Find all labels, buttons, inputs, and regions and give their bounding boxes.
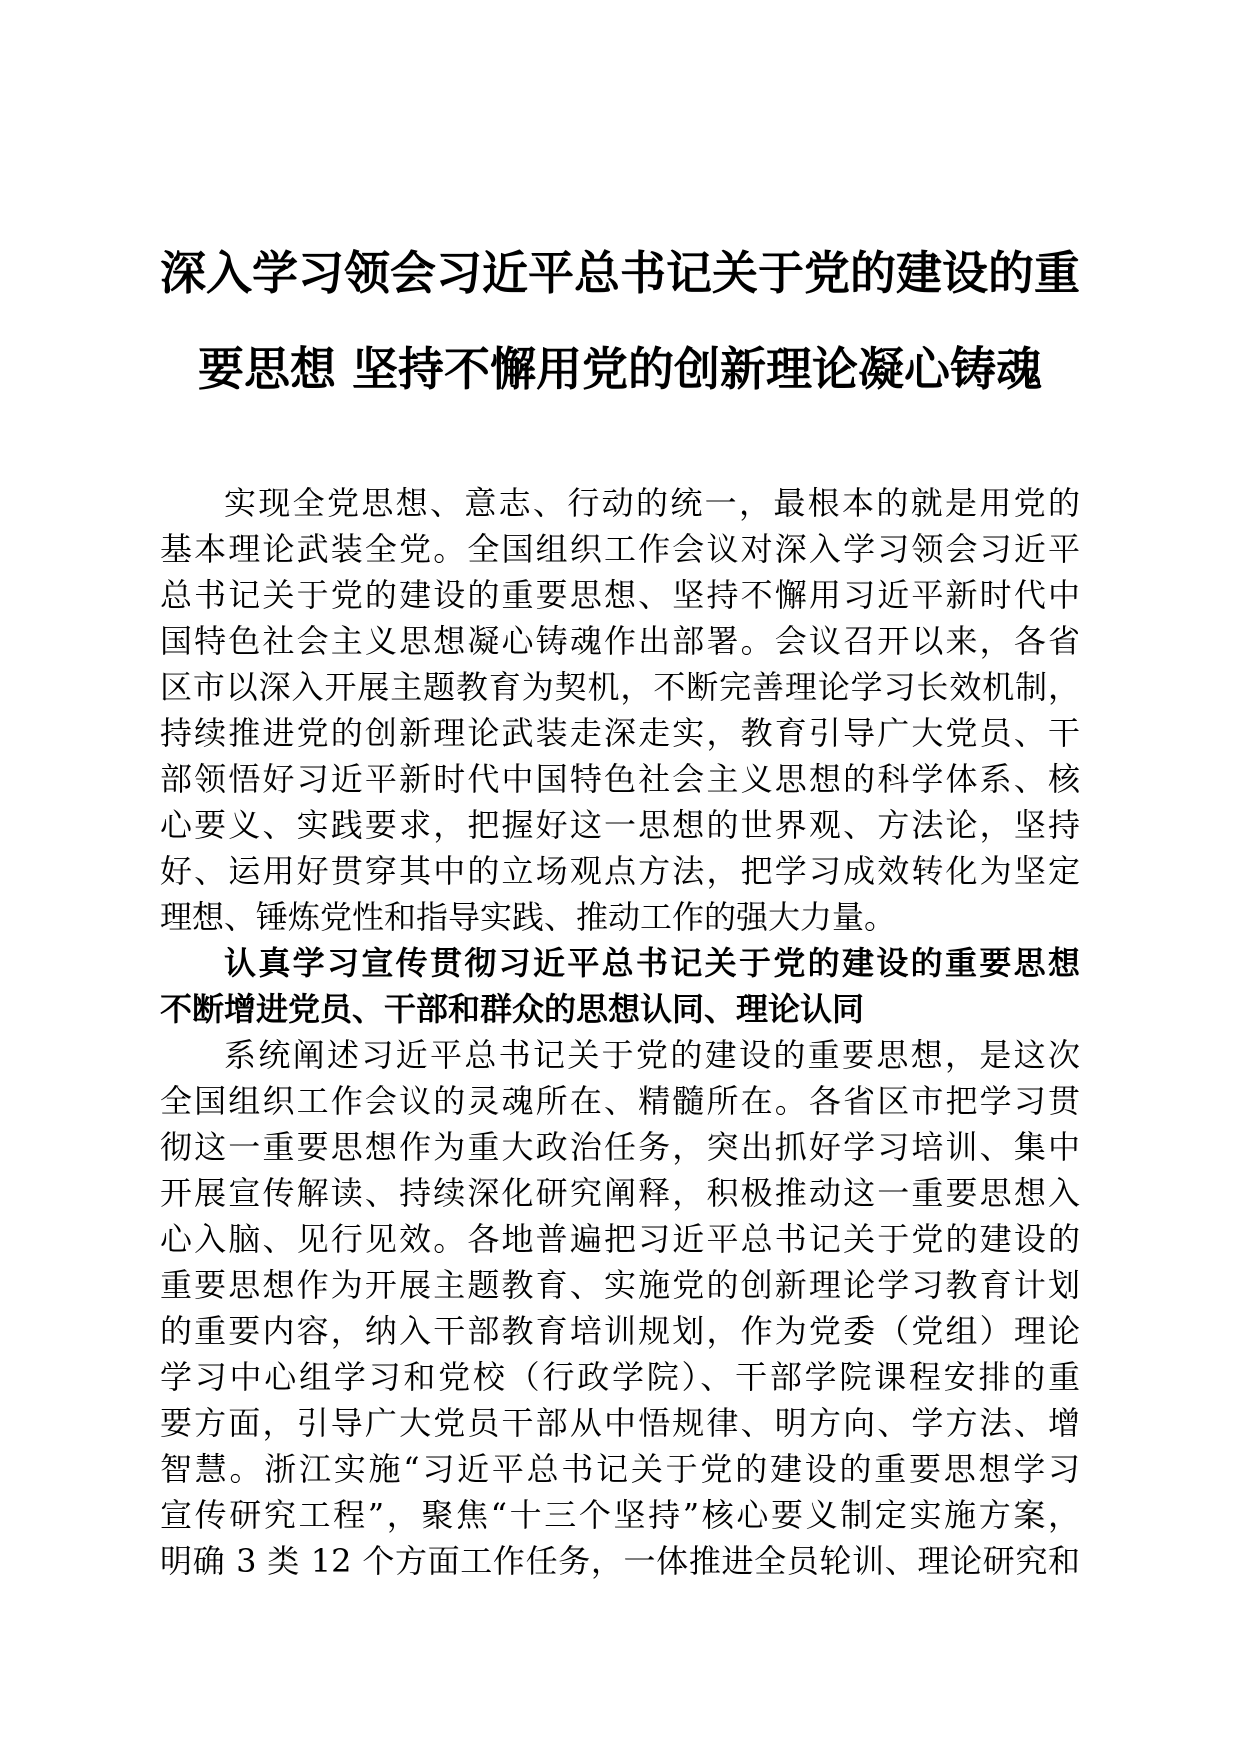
document-title <box>150 225 1090 417</box>
paragraph-line: 明确 3 类 12 个方面工作任务，一体推进全员轮训、理论研究和 <box>160 1542 1080 1580</box>
paragraph-line: 实现全党思想、意志、行动的统一，最根本的就是用党的 <box>224 484 1080 522</box>
title-line-1: 深入学习领会习近平总书记关于党的建设的重 <box>160 246 1080 300</box>
heading-line: 认真学习宣传贯彻习近平总书记关于党的建设的重要思想 <box>224 944 1080 982</box>
paragraph-line: 区市以深入开展主题教育为契机，不断完善理论学习长效机制， <box>160 668 1080 706</box>
paragraph-line: 学习中心组学习和党校（行政学院）、干部学院课程安排的重 <box>160 1358 1080 1396</box>
paragraph-line: 的重要内容，纳入干部教育培训规划，作为党委（党组）理论 <box>160 1312 1080 1350</box>
paragraph-line: 要方面，引导广大党员干部从中悟规律、明方向、学方法、增 <box>160 1404 1080 1442</box>
paragraph-line: 持续推进党的创新理论武装走深走实，教育引导广大党员、干 <box>160 714 1080 752</box>
paragraph-line: 全国组织工作会议的灵魂所在、精髓所在。各省区市把学习贯 <box>160 1082 1080 1120</box>
paragraph-line: 彻这一重要思想作为重大政治任务，突出抓好学习培训、集中 <box>160 1128 1080 1166</box>
paragraph-line: 系统阐述习近平总书记关于党的建设的重要思想，是这次 <box>224 1036 1080 1074</box>
paragraph-line: 宣传研究工程”，聚焦“十三个坚持”核心要义制定实施方案， <box>160 1496 1080 1534</box>
paragraph-line: 部领悟好习近平新时代中国特色社会主义思想的科学体系、核 <box>160 760 1080 798</box>
paragraph-2 <box>160 1032 1080 1584</box>
paragraph-line: 理想、锤炼党性和指导实践、推动工作的强大力量。 <box>160 898 897 936</box>
paragraph-1 <box>160 480 1080 940</box>
paragraph-line: 心入脑、见行见效。各地普遍把习近平总书记关于党的建设的 <box>160 1220 1080 1258</box>
section-heading-1 <box>160 940 1080 1032</box>
document-body <box>160 480 1080 1584</box>
paragraph-line: 心要义、实践要求，把握好这一思想的世界观、方法论，坚持 <box>160 806 1080 844</box>
paragraph-line: 好、运用好贯穿其中的立场观点方法，把学习成效转化为坚定 <box>160 852 1080 890</box>
heading-line: 不断增进党员、干部和群众的思想认同、理论认同 <box>160 990 865 1028</box>
paragraph-line: 国特色社会主义思想凝心铸魂作出部署。会议召开以来，各省 <box>160 622 1080 660</box>
paragraph-line: 总书记关于党的建设的重要思想、坚持不懈用习近平新时代中 <box>160 576 1080 614</box>
paragraph-line: 基本理论武装全党。全国组织工作会议对深入学习领会习近平 <box>160 530 1080 568</box>
paragraph-line: 开展宣传解读、持续深化研究阐释，积极推动这一重要思想入 <box>160 1174 1080 1212</box>
paragraph-line: 重要思想作为开展主题教育、实施党的创新理论学习教育计划 <box>160 1266 1080 1304</box>
paragraph-line: 智慧。浙江实施“习近平总书记关于党的建设的重要思想学习 <box>160 1450 1080 1488</box>
title-line-2: 要思想 坚持不懈用党的创新理论凝心铸魂 <box>197 342 1042 396</box>
